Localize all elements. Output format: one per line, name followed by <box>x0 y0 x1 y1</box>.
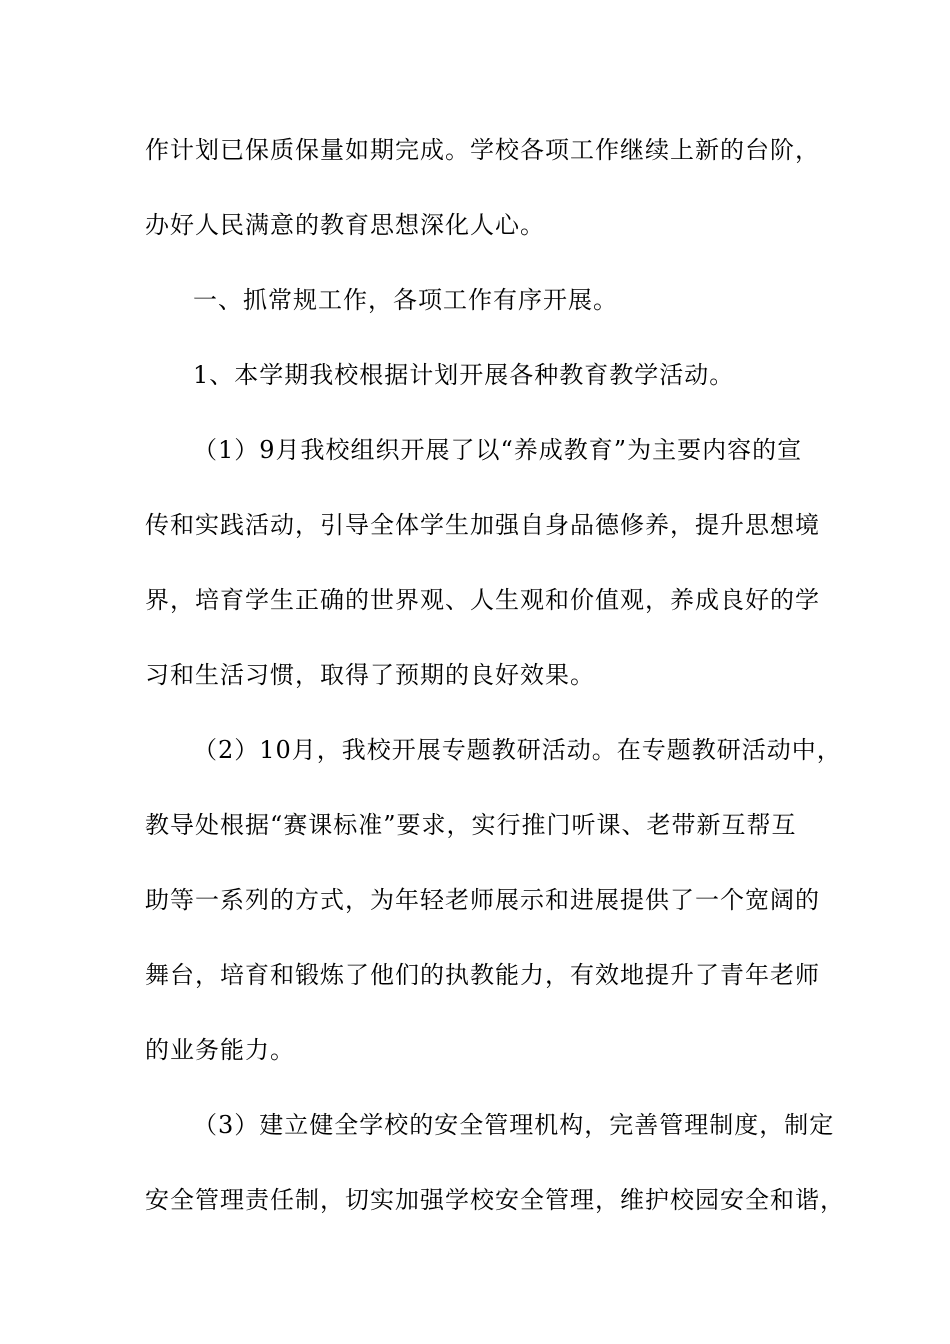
text-line: 作计划已保质保量如期完成。学校各项工作继续上新的台阶， <box>145 136 820 164</box>
paragraph-line: 的业务能力。 <box>145 1036 295 1064</box>
text-line: 办好人民满意的教育思想深化人心。 <box>145 211 545 239</box>
paragraph-line: （2）10月，我校开展专题教研活动。在专题教研活动中， <box>193 736 842 764</box>
paragraph-line: （1）9月我校组织开展了以“养成教育”为主要内容的宣 <box>193 436 803 464</box>
paragraph-line: 教导处根据“赛课标准”要求，实行推门听课、老带新互帮互 <box>145 811 797 839</box>
paragraph-line: 传和实践活动，引导全体学生加强自身品德修养，提升思想境 <box>145 511 820 539</box>
section-heading: 一、抓常规工作，各项工作有序开展。 <box>193 286 618 314</box>
paragraph-line: （3）建立健全学校的安全管理机构，完善管理制度，制定 <box>193 1111 835 1139</box>
paragraph-line: 助等一系列的方式，为年轻老师展示和进展提供了一个宽阔的 <box>145 886 820 914</box>
paragraph-line: 习和生活习惯，取得了预期的良好效果。 <box>145 661 595 689</box>
paragraph-line: 舞台，培育和锻炼了他们的执教能力，有效地提升了青年老师 <box>145 961 820 989</box>
paragraph-line: 界，培育学生正确的世界观、人生观和价值观，养成良好的学 <box>145 586 820 614</box>
subsection-heading: 1、本学期我校根据计划开展各种教育教学活动。 <box>193 361 735 389</box>
paragraph-line: 安全管理责任制，切实加强学校安全管理，维护校园安全和谐， <box>145 1186 845 1214</box>
